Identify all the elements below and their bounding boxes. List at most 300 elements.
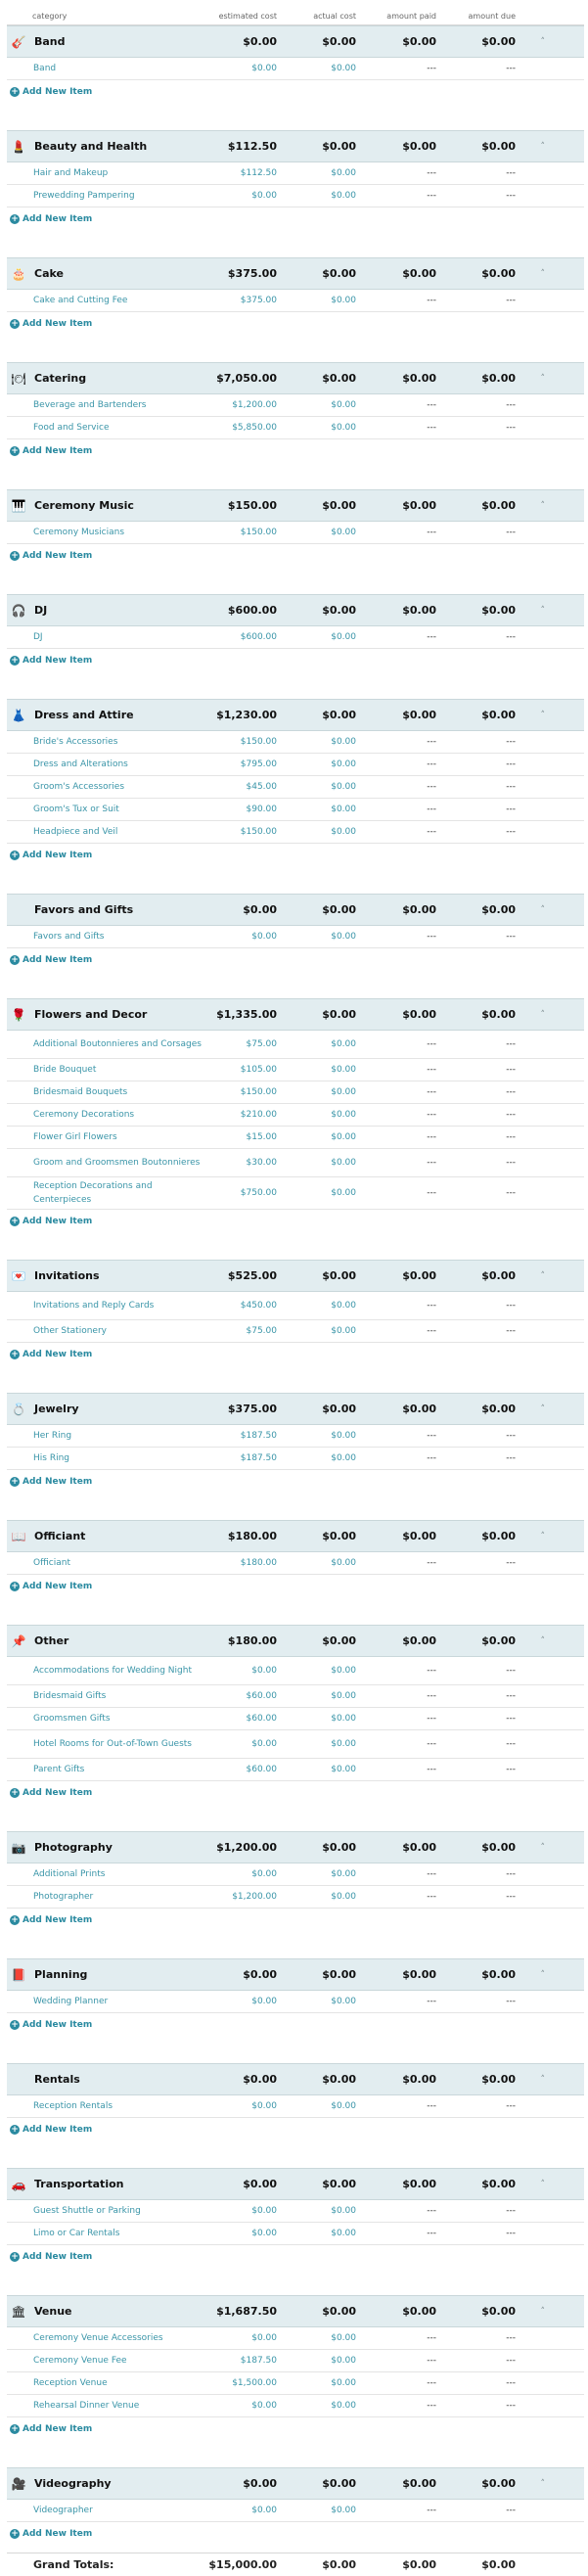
line-item-row [7, 1081, 584, 1104]
line-item-actual-cost[interactable]: $0.00 [331, 1110, 356, 1120]
category-amount-paid: $0.00 [402, 903, 436, 916]
line-item-actual-cost[interactable]: $0.00 [331, 423, 356, 433]
line-item-amount-due: --- [506, 782, 516, 792]
collapse-toggle-icon[interactable]: ˄ [540, 1969, 545, 1980]
line-item-actual-cost[interactable]: $0.00 [331, 932, 356, 942]
line-item-estimated-cost[interactable]: $75.00 [246, 1326, 277, 1336]
line-item-amount-due: --- [506, 737, 516, 747]
line-item-name-link[interactable]: Photographer [33, 1892, 94, 1902]
line-item-amount-paid: --- [427, 1997, 436, 2006]
plus-circle-icon: + [11, 850, 19, 860]
category-cell [7, 2304, 203, 2320]
line-item-actual-cost[interactable]: $0.00 [331, 632, 356, 642]
line-item-estimated-cost[interactable]: $0.00 [251, 191, 277, 201]
line-item-name-link[interactable]: Reception Decorations and Centerpieces [33, 1181, 153, 1205]
line-item-actual-cost[interactable]: $0.00 [331, 1714, 356, 1724]
collapse-toggle-icon[interactable]: ˄ [540, 1403, 545, 1414]
category-estimated-cost: $375.00 [227, 267, 277, 280]
line-item-name-link[interactable]: Bridesmaid Bouquets [33, 1087, 128, 1097]
line-item-estimated-cost[interactable]: $187.50 [240, 1453, 277, 1463]
line-item-actual-cost[interactable]: $0.00 [331, 296, 356, 305]
line-item-estimated-cost[interactable]: $0.00 [251, 2401, 277, 2411]
category-estimated-cost: $1,687.50 [216, 2305, 277, 2318]
line-item-estimated-cost[interactable]: $1,200.00 [232, 1892, 277, 1902]
line-item-name-link[interactable]: Limo or Car Rentals [33, 2229, 120, 2238]
category-list [7, 25, 584, 2545]
category-name: Photography [34, 1841, 113, 1854]
category-spacer [7, 1365, 584, 1393]
line-item-actual-cost[interactable]: $0.00 [331, 2401, 356, 2411]
line-item-name-link[interactable]: Ceremony Venue Accessories [33, 2333, 163, 2343]
line-item-amount-paid: --- [427, 632, 436, 642]
line-item-name-link[interactable]: Reception Venue [33, 2378, 108, 2388]
category-amount-paid: $0.00 [402, 1008, 436, 1021]
category-row[interactable] [7, 130, 584, 162]
category-cell [7, 266, 203, 282]
add-new-item-button[interactable] [7, 439, 584, 462]
line-item-name-link[interactable]: Bride Bouquet [33, 1065, 97, 1075]
line-item-estimated-cost[interactable]: $0.00 [251, 1739, 277, 1749]
hairdryer-icon: 💄 [11, 139, 26, 154]
header-amount-due[interactable]: amount due [468, 11, 516, 21]
line-item-name-link[interactable]: Officiant [33, 1558, 70, 1568]
category-spacer [7, 335, 584, 362]
line-item-amount-paid: --- [427, 759, 436, 769]
line-item-estimated-cost[interactable]: $795.00 [240, 759, 277, 769]
grand-totals-row [7, 2553, 584, 2576]
line-item-row [7, 1320, 584, 1343]
add-new-item-button[interactable] [7, 1343, 584, 1365]
line-item-actual-cost[interactable]: $0.00 [331, 827, 356, 837]
line-item-name-link[interactable]: Bride's Accessories [33, 737, 118, 747]
category-actual-cost: $0.00 [322, 2305, 356, 2318]
line-item-estimated-cost[interactable]: $187.50 [240, 1431, 277, 1441]
add-new-item-button[interactable] [7, 649, 584, 671]
line-item-estimated-cost[interactable]: $75.00 [246, 1039, 277, 1049]
line-item-actual-cost[interactable]: $0.00 [331, 1765, 356, 1774]
line-item-estimated-cost[interactable]: $30.00 [246, 1158, 277, 1168]
category-amount-paid: $0.00 [402, 2073, 436, 2086]
line-item-name-link[interactable]: Groomsmen Gifts [33, 1714, 111, 1724]
collapse-toggle-icon[interactable]: ˄ [540, 36, 545, 47]
camera-icon: 📷 [11, 1840, 26, 1855]
line-item-name-link[interactable]: Accommodations for Wedding Night [33, 1666, 192, 1676]
category-row[interactable] [7, 2168, 584, 2200]
category-row[interactable] [7, 1393, 584, 1425]
line-item-name-link[interactable]: Flower Girl Flowers [33, 1132, 117, 1142]
line-item-estimated-cost[interactable]: $180.00 [240, 1558, 277, 1568]
line-item-name-link[interactable]: Guest Shuttle or Parking [33, 2206, 141, 2216]
category-estimated-cost: $0.00 [243, 2073, 277, 2086]
line-item-estimated-cost[interactable]: $600.00 [240, 632, 277, 642]
line-item-actual-cost[interactable]: $0.00 [331, 1039, 356, 1049]
line-item-actual-cost[interactable]: $0.00 [331, 2506, 356, 2515]
line-item-amount-due: --- [506, 2378, 516, 2388]
collapse-toggle-icon[interactable]: ˄ [540, 1009, 545, 1020]
category-row[interactable] [7, 25, 584, 58]
category-estimated-cost: $0.00 [243, 903, 277, 916]
line-item-estimated-cost[interactable]: $187.50 [240, 2356, 277, 2366]
category-estimated-cost: $180.00 [227, 1530, 277, 1542]
add-new-item-button[interactable] [7, 1470, 584, 1493]
line-item-estimated-cost[interactable]: $60.00 [246, 1714, 277, 1724]
line-item-estimated-cost[interactable]: $150.00 [240, 737, 277, 747]
line-item-row [7, 394, 584, 417]
line-item-estimated-cost[interactable]: $0.00 [251, 1666, 277, 1676]
add-new-item-button[interactable] [7, 948, 584, 971]
category-block-favors-and-gifts [7, 894, 584, 998]
line-item-name-link[interactable]: DJ [33, 632, 43, 642]
line-item-estimated-cost[interactable]: $60.00 [246, 1691, 277, 1701]
line-item-actual-cost[interactable]: $0.00 [331, 1739, 356, 1749]
line-item-row [7, 1059, 584, 1081]
line-item-name-link[interactable]: Additional Boutonnieres and Corsages [33, 1039, 202, 1049]
line-item-actual-cost[interactable]: $0.00 [331, 2356, 356, 2366]
line-item-estimated-cost[interactable]: $112.50 [240, 168, 277, 178]
category-block-jewelry [7, 1393, 584, 1520]
line-item-estimated-cost[interactable]: $5,850.00 [232, 423, 277, 433]
category-name: Invitations [34, 1269, 100, 1282]
car-icon: 🚗 [11, 2177, 26, 2191]
add-new-item-button[interactable] [7, 544, 584, 567]
add-new-item-button[interactable] [7, 1210, 584, 1232]
add-new-item-label: Add New Item [23, 213, 93, 224]
collapse-toggle-icon[interactable]: ˄ [540, 710, 545, 720]
header-actual-cost[interactable]: actual cost [313, 11, 356, 21]
line-item-estimated-cost[interactable]: $450.00 [240, 1301, 277, 1311]
category-actual-cost: $0.00 [322, 1841, 356, 1854]
line-item-name-link[interactable]: Beverage and Bartenders [33, 400, 147, 410]
line-item-amount-paid: --- [427, 2378, 436, 2388]
line-item-amount-due: --- [506, 1110, 516, 1120]
category-spacer [7, 1804, 584, 1831]
add-new-item-label: Add New Item [23, 2019, 93, 2030]
category-block-ceremony-music [7, 489, 584, 594]
line-item-row [7, 1708, 584, 1730]
collapse-toggle-icon[interactable]: ˄ [540, 2478, 545, 2489]
plus-circle-icon: + [11, 213, 19, 224]
line-item-row [7, 1177, 584, 1210]
category-row[interactable] [7, 1260, 584, 1292]
category-row[interactable] [7, 1625, 584, 1657]
category-estimated-cost: $525.00 [227, 1269, 277, 1282]
category-amount-due: $0.00 [481, 903, 516, 916]
collapse-toggle-icon[interactable]: ˄ [540, 904, 545, 915]
line-item-name-link[interactable]: His Ring [33, 1453, 69, 1463]
line-item-actual-cost[interactable]: $0.00 [331, 759, 356, 769]
plus-circle-icon: + [11, 2423, 19, 2434]
line-item-estimated-cost[interactable]: $0.00 [251, 2333, 277, 2343]
line-item-name-link[interactable]: Rehearsal Dinner Venue [33, 2401, 140, 2411]
line-item-actual-cost[interactable]: $0.00 [331, 1326, 356, 1336]
line-item-estimated-cost[interactable]: $45.00 [246, 782, 277, 792]
line-item-estimated-cost[interactable]: $90.00 [246, 805, 277, 814]
line-item-estimated-cost[interactable]: $210.00 [240, 1110, 277, 1120]
category-cell [7, 902, 203, 918]
gift-icon [11, 902, 26, 918]
line-item-amount-paid: --- [427, 400, 436, 410]
line-item-actual-cost[interactable]: $0.00 [331, 2378, 356, 2388]
category-cell [7, 2476, 203, 2492]
line-item-actual-cost[interactable]: $0.00 [331, 2333, 356, 2343]
line-item-estimated-cost[interactable]: $1,200.00 [232, 400, 277, 410]
line-item-actual-cost[interactable]: $0.00 [331, 168, 356, 178]
line-item-estimated-cost[interactable]: $15.00 [246, 1132, 277, 1142]
add-new-item-button[interactable] [7, 844, 584, 866]
venue-icon: 🏛 [11, 2304, 26, 2319]
line-item-name-link[interactable]: Hotel Rooms for Out-of-Town Guests [33, 1739, 192, 1749]
grand-total-estimated: $15,000.00 [208, 2558, 277, 2571]
line-item-name-link[interactable]: Her Ring [33, 1431, 72, 1441]
line-item-name-link[interactable]: Other Stationery [33, 1326, 107, 1336]
line-item-estimated-cost[interactable]: $150.00 [240, 827, 277, 837]
add-new-item-label: Add New Item [23, 2124, 93, 2135]
line-item-estimated-cost[interactable]: $0.00 [251, 2101, 277, 2111]
collapse-toggle-icon[interactable]: ˄ [540, 500, 545, 511]
collapse-toggle-icon[interactable]: ˄ [540, 268, 545, 279]
add-new-item-button[interactable] [7, 207, 584, 230]
line-item-amount-paid: --- [427, 2333, 436, 2343]
add-new-item-button[interactable] [7, 1575, 584, 1597]
line-item-actual-cost[interactable]: $0.00 [331, 1453, 356, 1463]
category-row[interactable] [7, 699, 584, 731]
line-item-amount-paid: --- [427, 1158, 436, 1168]
collapse-toggle-icon[interactable]: ˄ [540, 1842, 545, 1853]
line-item-name-link[interactable]: Invitations and Reply Cards [33, 1301, 155, 1311]
collapse-toggle-icon[interactable]: ˄ [540, 2306, 545, 2317]
line-item-actual-cost[interactable]: $0.00 [331, 1691, 356, 1701]
category-cell [7, 498, 203, 514]
line-item-row [7, 58, 584, 80]
plus-circle-icon: + [11, 655, 19, 666]
line-item-name-link[interactable]: Ceremony Decorations [33, 1110, 135, 1120]
line-item-estimated-cost[interactable]: $1,500.00 [232, 2378, 277, 2388]
collapse-toggle-icon[interactable]: ˄ [540, 605, 545, 616]
line-item-amount-due: --- [506, 827, 516, 837]
line-item-name-link[interactable]: Videographer [33, 2506, 93, 2515]
line-item-amount-paid: --- [427, 737, 436, 747]
category-spacer [7, 103, 584, 130]
add-new-item-button[interactable] [7, 2522, 584, 2545]
line-item-name-link[interactable]: Additional Prints [33, 1869, 106, 1879]
line-item-name-link[interactable]: Ceremony Musicians [33, 528, 125, 537]
line-item-name-link[interactable]: Groom's Tux or Suit [33, 805, 119, 814]
plus-circle-icon: + [11, 1349, 19, 1359]
line-item-amount-due: --- [506, 2506, 516, 2515]
line-item-actual-cost[interactable]: $0.00 [331, 2101, 356, 2111]
category-amount-due: $0.00 [481, 267, 516, 280]
line-item-actual-cost[interactable]: $0.00 [331, 2229, 356, 2238]
line-item-estimated-cost[interactable]: $0.00 [251, 932, 277, 942]
add-new-item-button[interactable] [7, 80, 584, 103]
line-item-estimated-cost[interactable]: $375.00 [240, 296, 277, 305]
line-item-name-link[interactable]: Reception Rentals [33, 2101, 113, 2111]
category-actual-cost: $0.00 [322, 604, 356, 617]
line-item-actual-cost[interactable]: $0.00 [331, 1158, 356, 1168]
line-item-amount-paid: --- [427, 1691, 436, 1701]
line-item-actual-cost[interactable]: $0.00 [331, 1997, 356, 2006]
line-item-row [7, 821, 584, 844]
category-row[interactable] [7, 489, 584, 522]
category-row[interactable] [7, 1958, 584, 1991]
line-item-actual-cost[interactable]: $0.00 [331, 805, 356, 814]
line-item-amount-paid: --- [427, 1039, 436, 1049]
line-item-row [7, 1863, 584, 1886]
line-item-actual-cost[interactable]: $0.00 [331, 528, 356, 537]
category-actual-cost: $0.00 [322, 35, 356, 48]
add-new-item-button[interactable] [7, 2118, 584, 2140]
line-item-name-link[interactable]: Prewedding Pampering [33, 191, 135, 201]
line-item-amount-due: --- [506, 1666, 516, 1676]
category-row[interactable] [7, 998, 584, 1031]
line-item-actual-cost[interactable]: $0.00 [331, 64, 356, 73]
line-item-actual-cost[interactable]: $0.00 [331, 1892, 356, 1902]
line-item-name-link[interactable]: Dress and Alterations [33, 759, 128, 769]
line-item-actual-cost[interactable]: $0.00 [331, 1132, 356, 1142]
line-item-name-link[interactable]: Parent Gifts [33, 1765, 85, 1774]
category-row[interactable] [7, 2063, 584, 2095]
line-item-estimated-cost[interactable]: $0.00 [251, 1869, 277, 1879]
line-item-row [7, 2200, 584, 2223]
category-block-dress-and-attire [7, 699, 584, 894]
add-new-item-button[interactable] [7, 1909, 584, 1931]
line-item-actual-cost[interactable]: $0.00 [331, 737, 356, 747]
add-new-item-button[interactable] [7, 2417, 584, 2440]
line-item-actual-cost[interactable]: $0.00 [331, 1869, 356, 1879]
category-actual-cost: $0.00 [322, 140, 356, 153]
add-new-item-label: Add New Item [23, 655, 93, 666]
line-item-row [7, 1685, 584, 1708]
category-amount-paid: $0.00 [402, 372, 436, 385]
line-item-row [7, 290, 584, 312]
category-actual-cost: $0.00 [322, 2477, 356, 2490]
category-spacer [7, 1232, 584, 1260]
category-row[interactable] [7, 257, 584, 290]
category-actual-cost: $0.00 [322, 709, 356, 721]
line-item-estimated-cost[interactable]: $105.00 [240, 1065, 277, 1075]
line-item-actual-cost[interactable]: $0.00 [331, 1087, 356, 1097]
line-item-actual-cost[interactable]: $0.00 [331, 1558, 356, 1568]
line-item-amount-paid: --- [427, 423, 436, 433]
category-row[interactable] [7, 2467, 584, 2500]
line-item-estimated-cost[interactable]: $60.00 [246, 1765, 277, 1774]
rentals-icon [11, 2072, 26, 2088]
line-item-actual-cost[interactable]: $0.00 [331, 2206, 356, 2216]
line-item-actual-cost[interactable]: $0.00 [331, 1188, 356, 1198]
category-actual-cost: $0.00 [322, 1008, 356, 1021]
line-item-amount-due: --- [506, 2229, 516, 2238]
line-item-row [7, 1104, 584, 1127]
plus-circle-icon: + [11, 2019, 19, 2030]
collapse-toggle-icon[interactable]: ˄ [540, 1270, 545, 1281]
line-item-amount-due: --- [506, 2356, 516, 2366]
line-item-actual-cost[interactable]: $0.00 [331, 1431, 356, 1441]
line-item-name-link[interactable]: Food and Service [33, 423, 110, 433]
dress-icon: 👗 [11, 708, 26, 722]
collapse-toggle-icon[interactable]: ˄ [540, 1635, 545, 1646]
add-new-item-button[interactable] [7, 1781, 584, 1804]
line-item-estimated-cost[interactable]: $0.00 [251, 1997, 277, 2006]
line-item-row [7, 754, 584, 776]
collapse-toggle-icon[interactable]: ˄ [540, 2179, 545, 2189]
collapse-toggle-icon[interactable]: ˄ [540, 2074, 545, 2085]
line-item-amount-paid: --- [427, 2356, 436, 2366]
line-item-estimated-cost[interactable]: $0.00 [251, 64, 277, 73]
line-item-name-link[interactable]: Wedding Planner [33, 1997, 109, 2006]
add-new-item-button[interactable] [7, 2245, 584, 2268]
line-item-actual-cost[interactable]: $0.00 [331, 400, 356, 410]
category-name: Beauty and Health [34, 140, 148, 153]
line-item-name-link[interactable]: Cake and Cutting Fee [33, 296, 128, 305]
collapse-toggle-icon[interactable]: ˄ [540, 141, 545, 152]
category-cell [7, 1268, 203, 1284]
line-item-actual-cost[interactable]: $0.00 [331, 1065, 356, 1075]
line-item-amount-paid: --- [427, 1869, 436, 1879]
category-spacer [7, 2036, 584, 2063]
header-category[interactable]: category [32, 11, 68, 21]
category-row[interactable] [7, 894, 584, 926]
line-item-estimated-cost[interactable]: $0.00 [251, 2506, 277, 2515]
line-item-estimated-cost[interactable]: $750.00 [240, 1188, 277, 1198]
header-amount-paid[interactable]: amount paid [386, 11, 436, 21]
line-item-amount-paid: --- [427, 296, 436, 305]
line-item-estimated-cost[interactable]: $0.00 [251, 2206, 277, 2216]
line-item-actual-cost[interactable]: $0.00 [331, 1301, 356, 1311]
line-item-amount-due: --- [506, 1431, 516, 1441]
line-item-amount-due: --- [506, 1558, 516, 1568]
add-new-item-button[interactable] [7, 312, 584, 335]
line-item-actual-cost[interactable]: $0.00 [331, 1666, 356, 1676]
line-item-estimated-cost[interactable]: $150.00 [240, 528, 277, 537]
category-amount-due: $0.00 [481, 140, 516, 153]
line-item-name-link[interactable]: Headpiece and Veil [33, 827, 118, 837]
category-amount-paid: $0.00 [402, 267, 436, 280]
category-row[interactable] [7, 1520, 584, 1552]
category-actual-cost: $0.00 [322, 1269, 356, 1282]
category-name: Planning [34, 1968, 88, 1981]
category-actual-cost: $0.00 [322, 499, 356, 512]
grand-total-due: $0.00 [481, 2558, 516, 2571]
category-row[interactable] [7, 594, 584, 626]
add-new-item-label: Add New Item [23, 2423, 93, 2434]
collapse-toggle-icon[interactable]: ˄ [540, 373, 545, 384]
collapse-toggle-icon[interactable]: ˄ [540, 1531, 545, 1541]
category-block-flowers-and-decor [7, 998, 584, 1260]
category-row[interactable] [7, 1831, 584, 1863]
header-estimated-cost[interactable]: estimated cost [218, 11, 277, 21]
category-amount-paid: $0.00 [402, 2477, 436, 2490]
category-estimated-cost: $0.00 [243, 2477, 277, 2490]
line-item-amount-paid: --- [427, 1188, 436, 1198]
line-item-name-link[interactable]: Hair and Makeup [33, 168, 109, 178]
line-item-actual-cost[interactable]: $0.00 [331, 191, 356, 201]
category-block-planning [7, 1958, 584, 2063]
category-name: Officiant [34, 1530, 86, 1542]
category-actual-cost: $0.00 [322, 1634, 356, 1647]
line-item-name-link[interactable]: Groom's Accessories [33, 782, 125, 792]
line-item-name-link[interactable]: Band [33, 64, 57, 73]
line-item-name-link[interactable]: Favors and Gifts [33, 932, 105, 942]
line-item-estimated-cost[interactable]: $0.00 [251, 2229, 277, 2238]
category-row[interactable] [7, 2295, 584, 2327]
line-item-actual-cost[interactable]: $0.00 [331, 782, 356, 792]
line-item-name-link[interactable]: Groom and Groomsmen Boutonnieres [33, 1158, 201, 1168]
line-item-estimated-cost[interactable]: $150.00 [240, 1087, 277, 1097]
line-item-name-link[interactable]: Ceremony Venue Fee [33, 2356, 127, 2366]
add-new-item-button[interactable] [7, 2013, 584, 2036]
line-item-name-link[interactable]: Bridesmaid Gifts [33, 1691, 107, 1701]
category-row[interactable] [7, 362, 584, 394]
